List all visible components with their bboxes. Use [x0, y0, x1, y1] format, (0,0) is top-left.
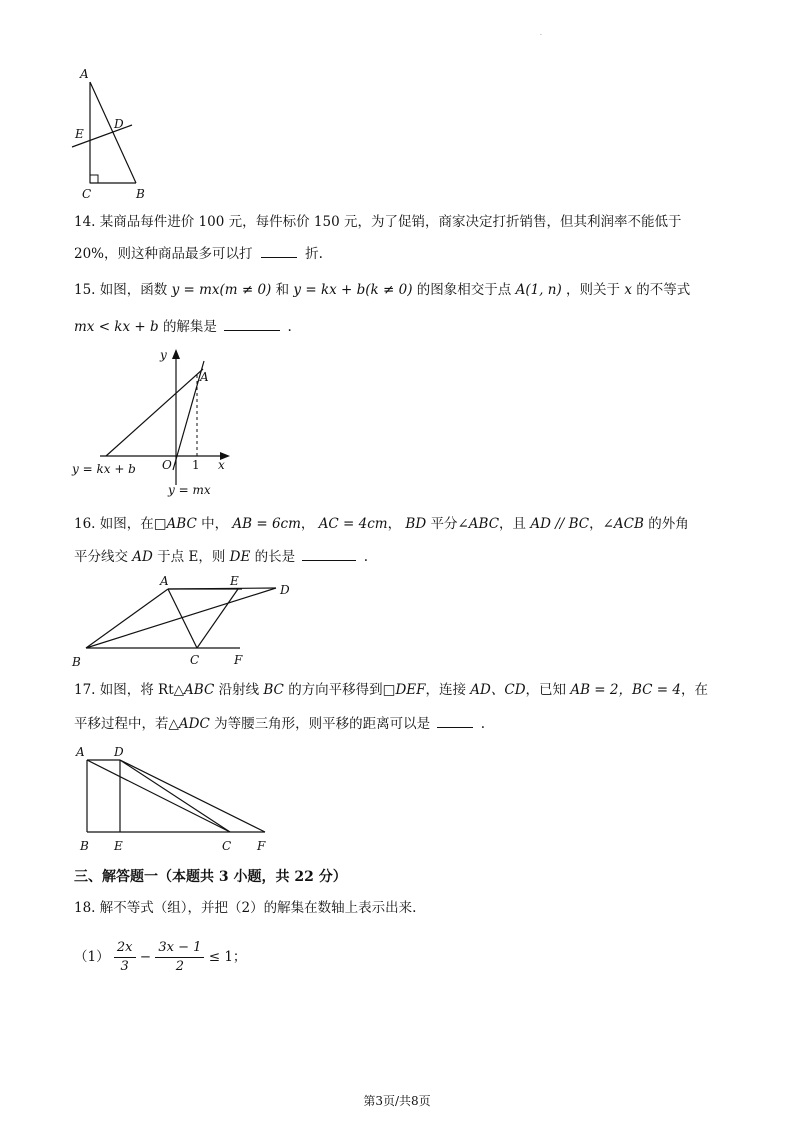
q16-ab: AB = 6cm: [232, 516, 301, 532]
q13-label-A: A: [80, 67, 89, 81]
q16-line2: [74, 546, 368, 567]
q13-label-B: B: [136, 187, 145, 201]
q17-answer-blank[interactable]: [437, 713, 473, 728]
q18-part1: [74, 937, 246, 977]
q15-text-e: 的不等式: [636, 282, 691, 298]
q18-frac2-den: 2: [175, 959, 185, 974]
q15-text-c: 的图象相交于点: [416, 282, 512, 298]
q16-text-f: 平分线交: [74, 549, 128, 565]
q16-de: DE: [229, 549, 251, 565]
q17-figure: [70, 742, 280, 857]
q15-label-x: x: [218, 458, 225, 472]
q15-text-b: 和: [275, 282, 290, 298]
q16-ad: AD: [132, 549, 153, 565]
page-footer: 第3页/共8页: [363, 1094, 431, 1108]
q16-figure: [70, 572, 300, 672]
q17-text-d: ，连接: [425, 682, 466, 698]
q13-figure: [60, 60, 170, 205]
q17-bc: BC: [263, 682, 284, 698]
q17-line1: [74, 680, 708, 700]
q15-inequality: mx < kx + b: [74, 319, 159, 335]
q15-end: .: [287, 319, 292, 335]
q15-text-a: 15. 如图，函数: [74, 282, 168, 298]
q16-label-F: F: [234, 653, 243, 667]
q16-end: .: [363, 549, 368, 565]
q18-fraction-1: [114, 939, 136, 976]
q15-figure: [70, 345, 240, 500]
q15-var: x: [624, 282, 632, 298]
q17-abc: ABC: [184, 682, 215, 698]
q17-adc: ADC: [178, 716, 210, 732]
q15-line1: [74, 280, 690, 300]
q14-line2-text: 20%，则这种商品最多可以打: [74, 246, 253, 262]
q15-label-y: y: [160, 348, 167, 362]
q15-label-A: A: [200, 370, 209, 384]
q18-part1-label: （1）: [74, 949, 110, 965]
q16-text-d: ，且: [499, 516, 527, 532]
q17-label-A: A: [76, 745, 85, 759]
q14-line1: 14. 某商品每件进价 100 元，每件标价 150 元，为了促销，商家决定打折销售，但其利润率不能低于: [74, 214, 682, 230]
q13-label-D: D: [114, 117, 124, 131]
q13-label-C: C: [82, 187, 92, 201]
header-mark: ·: [540, 32, 542, 39]
q16-label-C: C: [190, 653, 200, 667]
q17-text-a: 17. 如图，将 Rt△: [74, 682, 185, 698]
q16-sep1: ，: [300, 516, 315, 532]
q17-label-B: B: [80, 839, 89, 853]
q18-frac1-num: 2x: [114, 939, 136, 958]
q18-minus: −: [139, 949, 152, 965]
q15-label-mx: y = mx: [168, 483, 211, 497]
q17-def: DEF: [395, 682, 426, 698]
q16-label-D: D: [280, 583, 290, 597]
q16-label-A: A: [160, 574, 169, 588]
q17-adcd: AD、CD: [470, 682, 526, 698]
section-3-heading: 三、解答题一（本题共 3 小题，共 22 分）: [74, 869, 347, 885]
q15-label-1: 1: [192, 458, 200, 472]
q17-end: .: [480, 716, 485, 732]
q18-fraction-2: [155, 939, 204, 976]
q17-text-h: 为等腰三角形，则平移的距离可以是: [214, 716, 431, 732]
q15-line2: [74, 316, 292, 337]
q18-rhs: ≤ 1；: [208, 949, 247, 965]
q14-answer-blank[interactable]: [261, 243, 297, 258]
q16-tri: ABC: [166, 516, 197, 532]
q17-text-e: ，已知: [525, 682, 567, 698]
q17-label-E: E: [114, 839, 123, 853]
q15-point: A(1, n): [515, 282, 562, 298]
q16-text-g: 于点 E，则: [157, 549, 226, 565]
q16-line1: [74, 514, 689, 534]
q16-acb: ACB: [613, 516, 644, 532]
q16-abc: ABC: [468, 516, 500, 532]
q16-text-e: 的外角: [648, 516, 689, 532]
q16-sep3: ，∠: [589, 516, 614, 532]
q13-label-E: E: [75, 127, 84, 141]
q15-text-d: ，则关于: [566, 282, 621, 298]
q16-sep2: ，: [387, 516, 402, 532]
q18-stem: 18. 解不等式（组），并把（2）的解集在数轴上表示出来.: [74, 900, 417, 916]
q17-text-b: 沿射线: [218, 682, 260, 698]
q17-text-f: ，在: [680, 682, 708, 698]
q16-ac: AC = 4cm: [318, 516, 388, 532]
q15-label-O: O: [162, 458, 172, 472]
q14-line2: [74, 243, 323, 264]
q17-label-D: D: [114, 745, 124, 759]
q17-line2: [74, 713, 485, 734]
q18-frac1-den: 3: [120, 959, 129, 974]
q18-frac2-num: 3x − 1: [155, 939, 204, 958]
q16-label-E: E: [230, 574, 239, 588]
q16-bd: BD: [405, 516, 427, 532]
q17-text-c: 的方向平移得到□: [288, 682, 396, 698]
q16-parallel: AD // BC: [530, 516, 590, 532]
q16-text-c: 平分∠: [430, 516, 469, 532]
q16-text-b: 中，: [201, 516, 229, 532]
q15-func2: y = kx + b(k ≠ 0): [293, 282, 413, 298]
q17-given: AB = 2，BC = 4: [570, 682, 681, 698]
q16-answer-blank[interactable]: [302, 546, 356, 561]
q16-label-B: B: [72, 655, 81, 669]
q17-label-F: F: [257, 839, 266, 853]
q16-text-a: 16. 如图，在□: [74, 516, 167, 532]
q15-func1: y = mx(m ≠ 0): [171, 282, 272, 298]
q14-line2-end: 折.: [305, 246, 323, 262]
q15-text-f: 的解集是: [162, 319, 217, 335]
q17-text-g: 平移过程中，若△: [74, 716, 179, 732]
q16-text-h: 的长是: [254, 549, 296, 565]
q17-label-C: C: [222, 839, 232, 853]
q15-answer-blank[interactable]: [224, 316, 280, 331]
q15-label-kxb: y = kx + b: [72, 462, 136, 476]
